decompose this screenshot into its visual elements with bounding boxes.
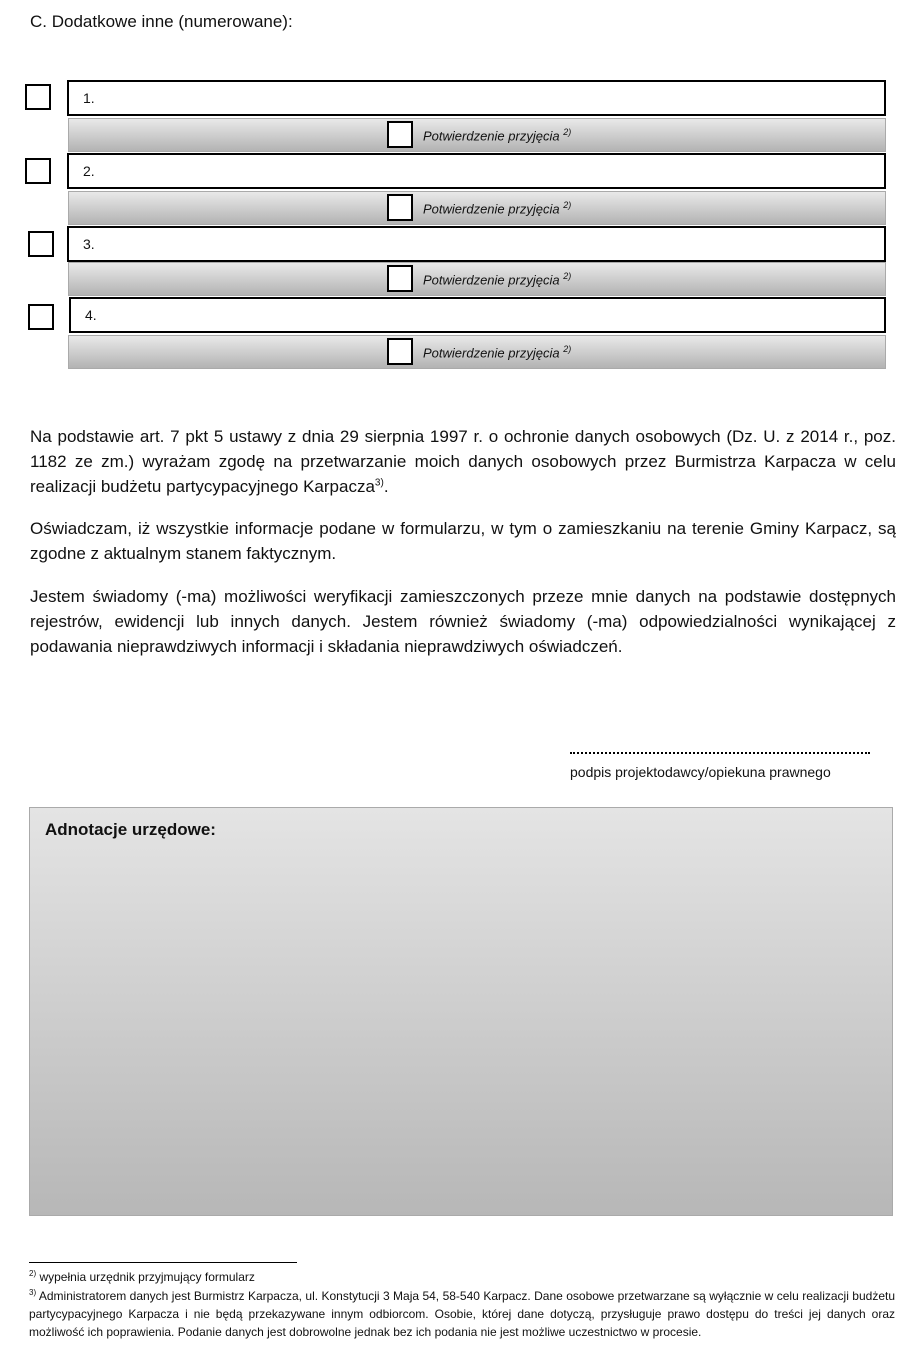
item-row-4 (0, 297, 918, 372)
item-checkbox-1[interactable] (25, 84, 51, 110)
footnote-3: $^{3)}$ Administratorem danych jest Burmistrz Karpacza, ul. Konstytucji 3 Maja 54, 58-540 Karpacz. Dane osobowe przetwarzane są wyłącznie w celu realizacji budżetu partycypacyjnego Karpacza i nie będą przekazywane innym odbiorcom. Osobie, której dane dotyczą, przysługuje prawo dostępu do treści jej danych oraz możliwość ich poprawienia. Podanie danych jest dobrowolne jednak bez ich podania nie jest możliwe uczestnictwo w procesie. (29, 1288, 895, 1339)
footnote-mark: 3) (29, 1288, 37, 1297)
confirmation-bar-1 (68, 118, 886, 152)
confirmation-bar-3 (68, 262, 886, 296)
official-annotations-box (29, 807, 893, 1216)
item-row-3 (0, 226, 918, 301)
footnote-separator (29, 1262, 297, 1263)
signature-label: podpis projektodawcy/opiekuna prawnego (570, 764, 831, 780)
confirmation-bar-2 (68, 191, 886, 225)
confirmation-label: Potwierdzenie przyjęcia $^{2)}$ (423, 271, 572, 288)
footnote-ref: 2) (563, 200, 572, 210)
confirmation-checkbox-2[interactable] (387, 194, 413, 221)
item-number: 3. (83, 236, 95, 252)
consent-paragraph: Na podstawie art. 7 pkt 5 ustawy z dnia 29 sierpnia 1997 r. o ochronie danych osobowych (Dz. U. z 2014 r., poz. 1182 ze zm.) wyrażam zgodę na przetwarzanie moich danych osobowych przez Burmistrza Karpacza w celu realizacji budżetu partycypacyjnego Karpacza$^{3)}$. (30, 427, 896, 496)
item-number: 2. (83, 163, 95, 179)
item-number: 4. (85, 307, 97, 323)
footnote-2: $^{2)}$ wypełnia urzędnik przyjmujący formularz (29, 1269, 255, 1284)
confirmation-label: Potwierdzenie przyjęcia $^{2)}$ (423, 127, 572, 144)
confirmation-bar-4 (68, 335, 886, 369)
footnote-ref: 2) (563, 127, 572, 137)
confirmation-label: Potwierdzenie przyjęcia $^{2)}$ (423, 344, 572, 361)
confirmation-checkbox-4[interactable] (387, 338, 413, 365)
signature-line (570, 742, 870, 754)
footnote-ref: 3) (374, 477, 384, 489)
declaration-paragraph: Oświadczam, iż wszystkie informacje podane w formularzu, w tym o zamieszkaniu na terenie Gminy Karpacz, są zgodne z aktualnym stanem faktycznym. (30, 519, 896, 563)
item-checkbox-2[interactable] (25, 158, 51, 184)
footnote-ref: 2) (563, 344, 572, 354)
confirmation-checkbox-3[interactable] (387, 265, 413, 292)
footnote-ref: 2) (563, 271, 572, 281)
item-field-4[interactable] (69, 297, 886, 333)
item-number: 1. (83, 90, 95, 106)
item-checkbox-3[interactable] (28, 231, 54, 257)
annotations-title: Adnotacje urzędowe: (45, 820, 216, 839)
awareness-paragraph: Jestem świadomy (-ma) możliwości weryfikacji zamieszczonych przeze mnie danych na podstawie dostępnych rejestrów, ewidencji lub innych danych. Jestem również świadomy (-ma) odpowiedzialności wynikającej z podawania nieprawdziwych informacji i składania nieprawdziwych oświadczeń. (30, 587, 896, 656)
item-field-1[interactable] (67, 80, 886, 116)
confirmation-label: Potwierdzenie przyjęcia $^{2)}$ (423, 200, 572, 217)
item-field-2[interactable] (67, 153, 886, 189)
section-title: C. Dodatkowe inne (numerowane): (30, 12, 293, 31)
footnote-mark: 2) (29, 1269, 37, 1278)
item-row-2 (0, 153, 918, 228)
item-field-3[interactable] (67, 226, 886, 262)
confirmation-checkbox-1[interactable] (387, 121, 413, 148)
item-checkbox-4[interactable] (28, 304, 54, 330)
item-row-1 (0, 80, 918, 155)
